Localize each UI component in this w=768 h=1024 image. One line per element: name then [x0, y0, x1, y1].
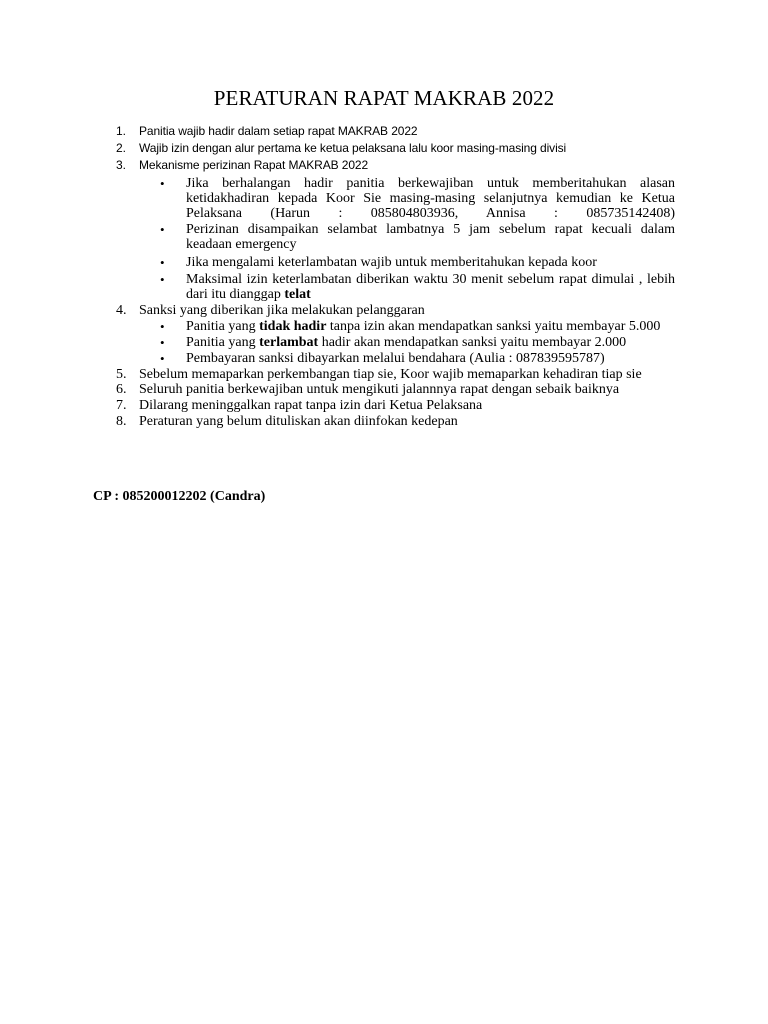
bullet-text-main: Maksimal izin keterlambatan diberikan waktu 30 menit sebelum rapat dimulai , lebih dari itu dianggap — [186, 272, 675, 302]
bullet-icon: • — [160, 351, 165, 366]
bullet-icon: • — [160, 272, 165, 287]
rule-text: Dilarang meninggalkan rapat tanpa izin dari Ketua Pelaksana — [139, 398, 483, 413]
bullet-text-post: hadir akan mendapatkan sanksi yaitu membayar 2.000 — [321, 335, 627, 350]
bullet-text: Perizinan disampaikan selambat lambatnya 5 jam sebelum rapat kecuali dalam keadaan emergency — [186, 222, 675, 252]
rule-text: Seluruh panitia berkewajiban untuk mengikuti jalannnya rapat dengan sebaik baiknya — [139, 382, 620, 397]
rule-number: 1. — [116, 124, 127, 138]
rule-text: Mekanisme perizinan Rapat MAKRAB 2022 — [139, 158, 369, 172]
bullet-text-pre: Panitia yang — [186, 335, 256, 350]
bullet-text-post: tanpa izin akan mendapatkan sanksi yaitu membayar 5.000 — [329, 319, 661, 334]
bullet-text: Jika mengalami keterlambatan wajib untuk memberitahukan kepada koor — [186, 255, 597, 270]
rule-number: 7. — [116, 398, 127, 413]
rule-text: Sanksi yang diberikan jika melakukan pelanggaran — [139, 303, 425, 318]
rule-text: Wajib izin dengan alur pertama ke ketua pelaksana lalu koor masing-masing divisi — [139, 141, 567, 155]
bullet-text: Jika berhalangan hadir panitia berkewajiban untuk memberitahukan alasan ketidakhadiran kepada Koor Sie masing-masing selanjutnya kemudian ke Ketua Pelaksana (Harun : 085804803936, Annisa : 085735142408) — [186, 176, 675, 221]
bullet-icon: • — [160, 222, 165, 237]
bullet-icon: • — [160, 255, 165, 270]
bullet-text — [186, 335, 675, 350]
bullet-icon: • — [160, 335, 165, 350]
bold-term: telat — [284, 287, 311, 302]
rule-text: Panitia wajib hadir dalam setiap rapat MAKRAB 2022 — [139, 124, 418, 138]
rule-number: 2. — [116, 141, 127, 155]
bullet-icon: • — [160, 176, 165, 191]
rule-number: 5. — [116, 367, 127, 382]
contact-person: CP : 085200012202 (Candra) — [93, 489, 266, 504]
rule-text: Sebelum memaparkan perkembangan tiap sie, Koor wajib memaparkan kehadiran tiap sie — [139, 367, 642, 382]
bullet-icon: • — [160, 319, 165, 334]
rule-number: 8. — [116, 414, 127, 429]
rule-number: 6. — [116, 382, 127, 397]
bold-term: tidak hadir — [259, 319, 327, 334]
rule-number: 4. — [116, 303, 127, 318]
bullet-text: Pembayaran sanksi dibayarkan melalui bendahara (Aulia : 087839595787) — [186, 351, 605, 366]
rule-number: 3. — [116, 158, 127, 172]
bold-term: terlambat — [259, 335, 319, 350]
bullet-text — [186, 272, 675, 302]
bullet-text-pre: Panitia yang — [186, 319, 256, 334]
bullet-text — [186, 319, 675, 334]
rule-text: Peraturan yang belum dituliskan akan diinfokan kedepan — [139, 414, 458, 429]
document-title: PERATURAN RAPAT MAKRAB 2022 — [213, 86, 555, 110]
